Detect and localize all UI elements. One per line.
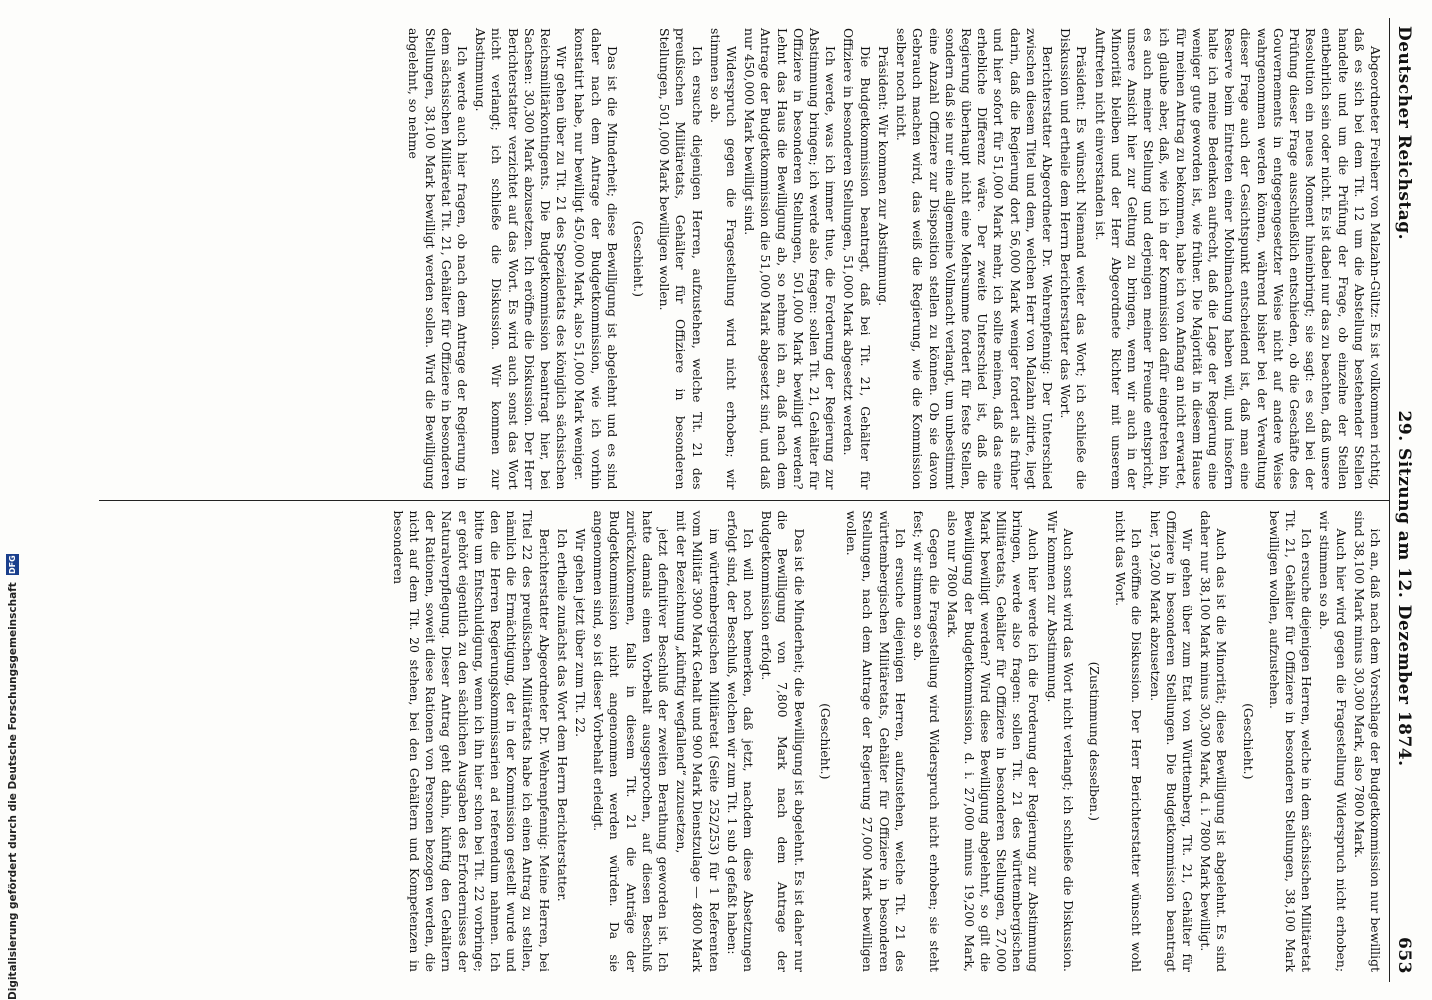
paragraph: Ich werde, was ich immer thue, die Forderung der Regierung zur Abstimmung bringen; ich werde also fragen: sollen Tit. 21, Gehälter für Offiziere in besonderen Stellungen, 501,000 Mark bewilligt werden? Lehnt das Haus die Bewilligung ab, so nehme ich an, daß nach dem Antrage der Budgetkommission die 51,000 Mark abgesetzt sind, und daß nur 450,000 Mark bewilligt sind. (742, 28, 839, 490)
page-header (1389, 18, 1420, 982)
dfg-logo: DFG (8, 554, 17, 574)
paragraph: Berichterstatter Abgeordneter Dr. Wehrenpfennig: Meine Herren, bei Titel 22 des preußischen Militäretats habe ich einen Antrag zu stellen, nämlich die Ermächtigung, der in der Kommission gestellt wurde und den die Herren Regierungskommissarien ad referendum nahmen. Ich bitte um Entschuldigung, wenn ich ihn hier schon bei Tit. 22 vorbringe; er gehört eigentlich zu den sächlichen Ausgaben des Erfordernisses der Naturalverpflegung. Dieser Antrag geht dahin, künftig den Gehältern der Rationen, soweit diese Rationen von Personen bezogen werden, die nicht auf dem Tit. 20 stehen, bei den Gehältern und Kompetenzen in besonderen (390, 510, 552, 972)
paragraph: Ich ersuche diejenigen Herren, aufzustehen, welche Tit. 21 des württembergischen Militäretats, Gehälter für Offiziere in besonderen Stellungen, nach dem Antrage der Regierung 27,000 Mark bewilligen wollen. (844, 510, 908, 972)
paragraph: Die Budgetkommission beantragt, daß bei Tit. 21, Gehälter für Offiziere in besonderen Stellungen, 51,000 Mark abgesetzt werden. (841, 28, 873, 490)
paragraph: Ich ersuche diejenigen Herren, aufzustehen, welche Tit. 21 des preußischen Militäretats, Gehälter für Offiziere in besonderen Stellungen, 501,000 Mark bewilligen wollen. (657, 28, 705, 490)
header-center: 29. Sitzung am 12. Dezember 1874. (1394, 410, 1414, 767)
paragraph: Gegen die Fragestellung wird Widerspruch nicht erhoben; sie steht fest; wir stimmen so ab. (910, 510, 943, 972)
text-columns (99, 18, 1389, 982)
stage-direction: (Geschieht.) (817, 703, 833, 780)
column-left (99, 18, 1389, 500)
paragraph: Wir gehen über zu Tit. 21 des Spezialetats des königlich sächsischen Reichsmilitärkontingents. Die Budgetkommission beantragt hier, bei Sachsen: 30,300 Mark abzusetzen. Ich eröffne die Diskussion. Der Herr Berichterstatter verzichtet auf das Wort. Es wird auch sonst das Wort nicht verlangt; ich schließe die Diskussion. Wir kommen zur Abstimmung. (473, 28, 570, 490)
paragraph: Ich ersuche diejenigen Herren, welche in dem sächsischen Militäretat Tit. 21, Gehälter für Offiziere in besonderen Stellungen, 38,100 Mark bewilligen wollen, aufzustehen. (1266, 510, 1315, 972)
stage-direction: (Geschieht.) (1240, 703, 1256, 780)
credit-text: Digitalisierung gefördert durch die Deutsche Forschungsgemeinschaft (7, 582, 19, 1000)
paragraph: Das ist die Minderheit; diese Bewilligung ist abgelehnt und es sind daher nach dem Antrage der Budgetkommission, wie ich vorhin konstatirt habe, nur bewilligt 450,000 Mark, also 51,000 Mark weniger. (572, 28, 620, 490)
column-right (99, 500, 1389, 983)
paragraph: Präsident: Wir kommen zur Abstimmung. (875, 46, 891, 307)
stage-direction: (Geschieht.) (631, 220, 647, 297)
paragraph: jetzt definitiver Beschluß der zweiten Berathung geworden ist. Ich hatte damals einen Vorbehalt ausgesprochen, auf diesen Beschluß zurückzukommen, falls in diesem Tit. 21 die Anträge der Budgetkommission nicht angenommen werden würden. Da sie angenommen sind, so ist dieser Vorbehalt erledigt. (591, 510, 672, 972)
paragraph: Ich ertheile zunächst das Wort dem Herrn Berichterstatter. (554, 528, 570, 902)
paragraph: Ich werde auch hier fragen, ob nach dem Antrage der Regierung in dem sächsischen Militäretat Tit. 21, Gehälter für Offiziere in besonderen Stellungen, 38,100 Mark bewilligt werden sollen. Wird die Bewilligung abgelehnt, so nehme (406, 28, 471, 490)
paragraph: Präsident: Es wünscht Niemand weiter das Wort; ich schließe die Diskussion und ertheile dem Herrn Berichterstatter das Wort. (1058, 28, 1090, 490)
paragraph: Auch hier wird gegen die Fragestellung Widerspruch nicht erhoben; wir stimmen so ab. (1317, 510, 1349, 972)
paragraph: Auch sonst wird das Wort nicht verlangt; ich schließe die Diskussion. Wir kommen zur Abstimmung. (1044, 510, 1076, 972)
stage-direction: (Zustimmung desselben.) (1086, 661, 1102, 821)
rotated-scan (90, 18, 1420, 982)
paragraph: Berichterstatter Abgeordneter Dr. Wehrenpfennig: Der Unterschied zwischen diesem Titel und dem, welchen Herr von Malzahn zitirte, liegt darin, daß die Regierung dort 56,000 Mark weniger fordert als früher und hier sofort für 51,000 Mark mehr, ich sollte meinen, daß das eine erhebliche Differenz wäre. Der zweite Unterschied ist, daß die Regierung überhaupt nicht eine Mehrsumme fordert für feste Stellen, sondern daß sie nur eine allgemeine Vollmacht verlangt, um unbestimmt eine Anzahl Offiziere zur Disposition stellen zu können. Ob sie davon Gebrauch machen wird, das weiß die Regierung, wie die Kommission selber noch nicht. (894, 28, 1055, 490)
paragraph: Abgeordneter Freiherr von Malzahn-Gültz: Es ist vollkommen richtig, daß es sich bei dem Tit. 12 um die Abstellung bestehender Stellen handelte und um die Prüfung der Frage, ob einzelne der Stellen entbehrlich sein oder nicht. Es ist dabei nur das zu beachten, daß unsere Resolution ein neues Moment hineinbringt; sie sagt: es soll bei der Prüfung dieser Frage ausschließlich entschieden, ob die Geschäfte des Gouvernements in entgegengesetzter Weise nicht auf andere Weise wahrgenommen werden können, während bisher bei der Verwaltung dieser Frage auch der Gesichtspunkt entscheidend ist, daß man eine Reserve beim Eintreten einer Mobilmachung haben will, und insofern halte ich meine Bedenken aufrecht, daß die Lage der Regierung eine weniger gute geworden ist, wie früher. Die Majorität in diesem Hause für meinen Antrag zu bekommen, habe ich von Anfang an nicht erwartet, ich glaube aber, daß, wie ich in der Kommission dafür eingetreten bin, es auch meiner Stellung und derjenigen meiner Freunde entspricht, unsere Ansicht hier zur Geltung zu bringen, wenn wir auch in der Minorität bleiben und der Herr Abgeordnete Richter mit unserem Auftreten nicht einverstanden ist. (1092, 28, 1383, 490)
paragraph: Ich eröffne die Diskussion. Der Herr Berichterstatter wünscht wohl nicht das Wort. (1113, 510, 1145, 972)
page-number: 653 (1394, 937, 1414, 974)
paragraph: Wir gehen über zum Etat von Württemberg, Tit. 21, Gehälter für Offiziere in besonderen Stellungen. Die Budgetkommission beantragt hier, 19,200 Mark abzusetzen. (1147, 510, 1195, 972)
paragraph: Auch hier werde ich die Forderung der Regierung zur Abstimmung bringen, werde also fragen: sollen Tit. 21 des württembergischen Militäretats, Gehälter für Offiziere in besonderen Stellungen, 27,000 Mark bewilligt werden? Wird diese Bewilligung abgelehnt, so gilt die Bewilligung der Budgetkommission, d. i. 27,000 minus 19,200 Mark, also nur 7800 Mark. (945, 510, 1042, 972)
digitization-credit (6, 554, 22, 1000)
quoted-resolution: im württembergischen Militäretat (Seite 252/253) für 1 Referenten vom Militär 3900 Mark Gehalt und 900 Mark Dienstzulage — 4800 Mark mit der Bezeichnung „künftig wegfallend“ zuzusetzen, (674, 510, 722, 972)
paragraph: Das ist die Minderheit; die Bewilligung ist abgelehnt. Es ist daher nur die Bewilligung von 7,800 Mark nach dem Antrage der Budgetkommission erfolgt. (759, 510, 807, 972)
paragraph: ich an, daß nach dem Vorschlage der Budgetkommission nur bewilligt sind 38,100 Mark minus 30,300 Mark, also 7800 Mark. (1351, 510, 1383, 972)
paragraph: Wir gehen jetzt über zum Tit. 22. (573, 528, 589, 738)
paragraph: Auch das ist die Minorität; diese Bewilligung ist abgelehnt. Es sind daher nur 38,100 Mark minus 30,300 Mark, d. i. 7800 Mark bewilligt. (1198, 510, 1230, 972)
paragraph: Ich will noch bemerken, daß jetzt, nachdem diese Absetzungen erfolgt sind, der Beschluß, welchen wir zum Tit. 1 sub d gefaßt haben: (724, 510, 757, 972)
paragraph: Widerspruch gegen die Fragestellung wird nicht erhoben; wir stimmen so ab. (707, 28, 740, 490)
header-left: Deutscher Reichstag. (1394, 26, 1414, 241)
